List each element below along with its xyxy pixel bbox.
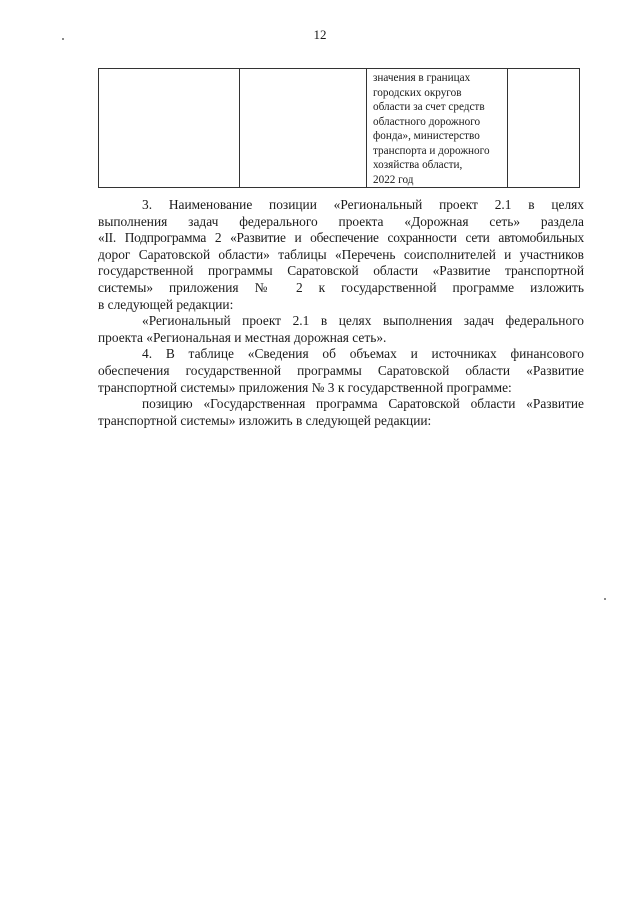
- text-line: транспортной системы» изложить в следующей редакции:: [98, 412, 432, 428]
- table-fragment: [98, 68, 580, 188]
- table-cell-empty: [508, 69, 579, 187]
- scan-speck: [604, 598, 606, 600]
- table-cell-line: фонда», министерство: [373, 130, 480, 142]
- table-cell-empty: [240, 69, 367, 187]
- text-line: государственной программы Саратовской области «Развитие транспортной: [98, 263, 584, 279]
- table-cell-line: 2022 год: [373, 173, 414, 186]
- text-line: системы» приложения № 2 к государственной программе изложить: [98, 279, 584, 295]
- paragraph-3: [98, 197, 584, 313]
- table-cell-line: городских округов: [373, 86, 462, 99]
- text-line: 4. В таблице «Сведения об объемах и источниках финансового: [142, 346, 584, 362]
- table-cell-text: [367, 69, 508, 187]
- paragraph-quote: [98, 313, 584, 346]
- scan-speck: [62, 38, 64, 40]
- text-line: позицию «Государственная программа Саратовской области «Развитие: [142, 396, 584, 412]
- page-number: 12: [313, 27, 327, 42]
- text-line: проекта «Региональная и местная дорожная сеть».: [98, 329, 387, 345]
- text-line: «II. Подпрограмма 2 «Развитие и обеспечение сохранности сети автомобильных: [98, 230, 584, 246]
- text-line: в следующей редакции:: [98, 296, 234, 312]
- table-cell-empty: [99, 69, 240, 187]
- paragraph-4: [98, 346, 584, 396]
- table-cell-line: хозяйства области,: [373, 159, 463, 171]
- table-cell-line: транспорта и дорожного: [373, 144, 490, 157]
- table-cell-line: значения в границах: [373, 72, 471, 84]
- text-line: 3. Наименование позиции «Региональный проект 2.1 в целях: [142, 197, 584, 212]
- text-line: дорог Саратовской области» таблицы «Перечень соисполнителей и участников: [98, 246, 584, 262]
- text-line: обеспечения государственной программы Саратовской области «Развитие: [98, 362, 584, 378]
- table-cell-line: областного дорожного: [373, 115, 481, 128]
- table-cell-line: области за счет средств: [373, 101, 485, 113]
- paragraph-position: [98, 396, 584, 429]
- text-line: «Региональный проект 2.1 в целях выполнения задач федерального: [142, 313, 584, 329]
- text-line: транспортной системы» приложения № 3 к государственной программе:: [98, 379, 512, 395]
- document-body: [98, 197, 584, 429]
- text-line: выполнения задач федерального проекта «Дорожная сеть» раздела: [98, 213, 584, 229]
